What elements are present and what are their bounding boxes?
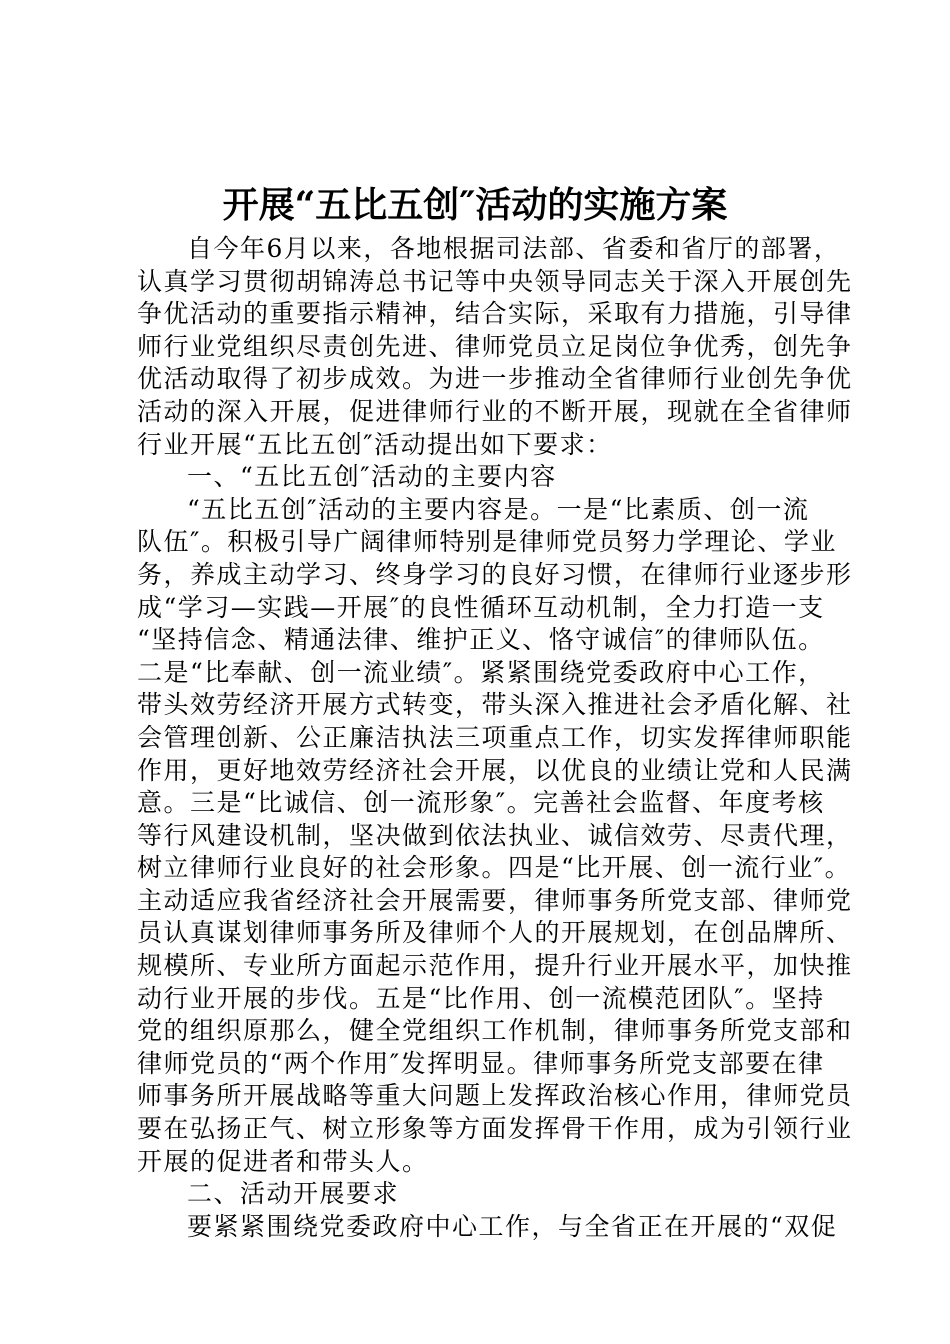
paragraph-line: 意。三是“比诚信、创一流形象″。完善社会监督、年度考核 xyxy=(137,788,825,818)
paragraph-line: 二、活动开展要求 xyxy=(187,1179,400,1209)
document-body xyxy=(137,233,853,1243)
paragraph-line: 会管理创新、公正廉洁执法三项重点工作，切实发挥律师职能 xyxy=(137,722,853,752)
paragraph-line: 行业开展“五比五创″活动提出如下要求： xyxy=(137,429,613,459)
paragraph-line: 务，养成主动学习、终身学习的良好习惯，在律师行业逐步形 xyxy=(137,559,853,589)
paragraph-line: 成“学习—实践—开展″的良性循环互动机制，全力打造一支 xyxy=(137,592,825,622)
paragraph-line: 作用，更好地效劳经济社会开展，以优良的业绩让党和人民满 xyxy=(137,755,853,785)
paragraph-line: “坚持信念、精通法律、维护正义、恪守诚信″的律师队伍。 xyxy=(137,625,825,655)
paragraph-line: 党的组织原那么，健全党组织工作机制，律师事务所党支部和 xyxy=(137,1016,853,1046)
paragraph-line: 活动的深入开展，促进律师行业的不断开展，现就在全省律师 xyxy=(137,396,853,426)
paragraph-line: 要紧紧围绕党委政府中心工作，与全省正在开展的“双促 xyxy=(187,1211,838,1241)
paragraph-line: 带头效劳经济开展方式转变，带头深入推进社会矛盾化解、社 xyxy=(137,690,853,720)
paragraph-line: 树立律师行业良好的社会形象。四是“比开展、创一流行业″。 xyxy=(137,853,852,883)
paragraph-line: 优活动取得了初步成效。为进一步推动全省律师行业创先争优 xyxy=(137,364,853,394)
paragraph-line: 主动适应我省经济社会开展需要，律师事务所党支部、律师党 xyxy=(137,885,853,915)
paragraph-line: 认真学习贯彻胡锦涛总书记等中央领导同志关于深入开展创先 xyxy=(137,266,853,296)
paragraph-line: 规模所、专业所方面起示范作用，提升行业开展水平，加快推 xyxy=(137,951,853,981)
document-title: 开展“五比五创″活动的实施方案 xyxy=(222,184,728,226)
paragraph-line: 等行风建设机制，坚决做到依法执业、诚信效劳、尽责代理， xyxy=(137,820,853,850)
paragraph-line: “五比五创″活动的主要内容是。一是“比素质、创一流 xyxy=(187,494,810,524)
paragraph-line: 二是“比奉献、创一流业绩″。紧紧围绕党委政府中心工作， xyxy=(137,657,825,687)
paragraph-line: 队伍″。积极引导广阔律师特别是律师党员努力学理论、学业 xyxy=(137,527,837,557)
paragraph-line: 一、“五比五创″活动的主要内容 xyxy=(187,462,557,492)
paragraph-line: 师行业党组织尽责创先进、律师党员立足岗位争优秀，创先争 xyxy=(137,331,853,361)
paragraph-line: 员认真谋划律师事务所及律师个人的开展规划，在创品牌所、 xyxy=(137,918,853,948)
paragraph-line: 动行业开展的步伐。五是“比作用、创一流模范团队″。坚持 xyxy=(137,983,825,1013)
paragraph-line: 开展的促进者和带头人。 xyxy=(137,1146,429,1176)
paragraph-line: 自今年6月以来，各地根据司法部、省委和省厅的部署， xyxy=(187,234,841,263)
paragraph-line: 要在弘扬正气、树立形象等方面发挥骨干作用，成为引领行业 xyxy=(137,1114,853,1144)
paragraph-line: 争优活动的重要指示精神，结合实际，采取有力措施，引导律 xyxy=(137,299,853,329)
paragraph-line: 师事务所开展战略等重大问题上发挥政治核心作用，律师党员 xyxy=(137,1081,853,1111)
paragraph-line: 律师党员的“两个作用″发挥明显。律师事务所党支部要在律 xyxy=(137,1048,825,1078)
